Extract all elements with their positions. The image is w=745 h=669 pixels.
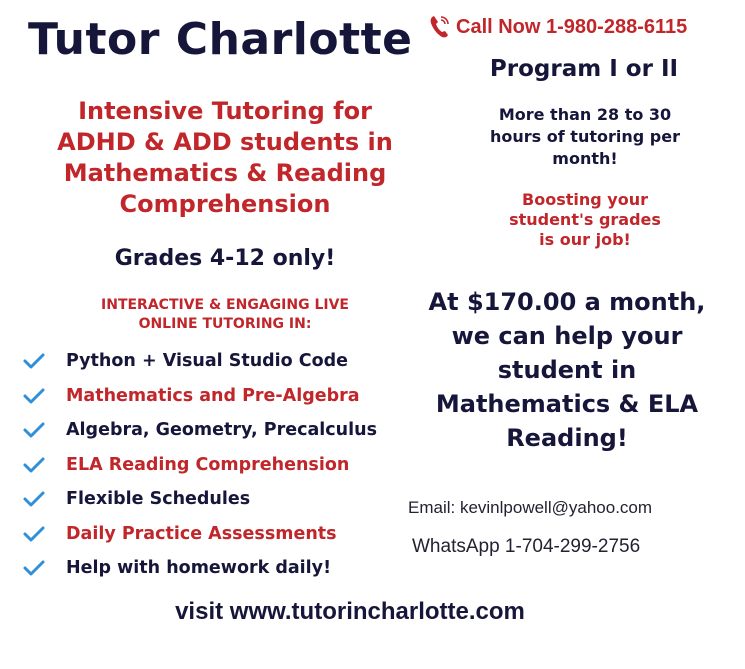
program-name: Program I or II <box>489 56 679 82</box>
price-line: Mathematics & ELA <box>435 390 699 418</box>
grades-text: Grades 4-12 only! <box>114 246 336 271</box>
list-item-label: Help with homework daily! <box>66 558 332 579</box>
list-item-label: ELA Reading Comprehension <box>66 454 350 475</box>
email-contact[interactable]: Email: kevinlpowell@yahoo.com <box>408 498 653 517</box>
hours-line: month! <box>552 149 618 168</box>
headline-line: Mathematics & Reading <box>63 159 387 187</box>
check-icon <box>22 386 46 406</box>
list-item-label: Mathematics and Pre-Algebra <box>66 385 360 406</box>
call-now[interactable] <box>428 14 687 40</box>
boost-text <box>485 190 685 250</box>
price-line: Reading! <box>506 424 628 452</box>
whatsapp-contact[interactable]: WhatsApp 1-704-299-2756 <box>412 536 641 557</box>
list-item <box>22 413 412 448</box>
headline-line: Intensive Tutoring for <box>78 97 372 125</box>
brand-title: Tutor Charlotte <box>28 14 413 65</box>
list-item <box>22 379 412 414</box>
list-item-label: Daily Practice Assessments <box>66 523 337 544</box>
interactive-line: ONLINE TUTORING IN: <box>138 316 312 332</box>
price-line: student in <box>497 356 637 384</box>
headline-line: ADHD & ADD students in <box>57 128 393 156</box>
boost-line: student's grades <box>509 210 661 229</box>
interactive-line: INTERACTIVE & ENGAGING LIVE <box>101 297 349 313</box>
price-text <box>412 285 722 455</box>
check-icon <box>22 558 46 578</box>
check-icon <box>22 351 46 371</box>
headline <box>30 96 420 220</box>
price-line: At $170.00 a month, <box>428 288 706 316</box>
price-line: we can help your <box>451 322 683 350</box>
phone-icon <box>428 14 450 40</box>
hours-text <box>470 104 700 170</box>
hours-line: hours of tutoring per <box>490 127 680 146</box>
call-now-text: Call Now 1-980-288-6115 <box>456 15 688 38</box>
list-item-label: Algebra, Geometry, Precalculus <box>66 420 378 441</box>
headline-line: Comprehension <box>119 190 331 218</box>
list-item <box>22 517 412 552</box>
interactive-heading <box>40 296 410 334</box>
list-item-label: Python + Visual Studio Code <box>66 351 349 372</box>
check-icon <box>22 524 46 544</box>
list-item <box>22 482 412 517</box>
list-item <box>22 448 412 483</box>
subject-list <box>22 344 412 586</box>
list-item-label: Flexible Schedules <box>66 489 251 510</box>
check-icon <box>22 420 46 440</box>
list-item <box>22 344 412 379</box>
check-icon <box>22 489 46 509</box>
list-item <box>22 551 412 586</box>
website-link[interactable]: visit www.tutorincharlotte.com <box>175 598 525 625</box>
check-icon <box>22 455 46 475</box>
boost-line: Boosting your <box>522 190 648 209</box>
boost-line: is our job! <box>539 230 631 249</box>
hours-line: More than 28 to 30 <box>498 105 672 124</box>
